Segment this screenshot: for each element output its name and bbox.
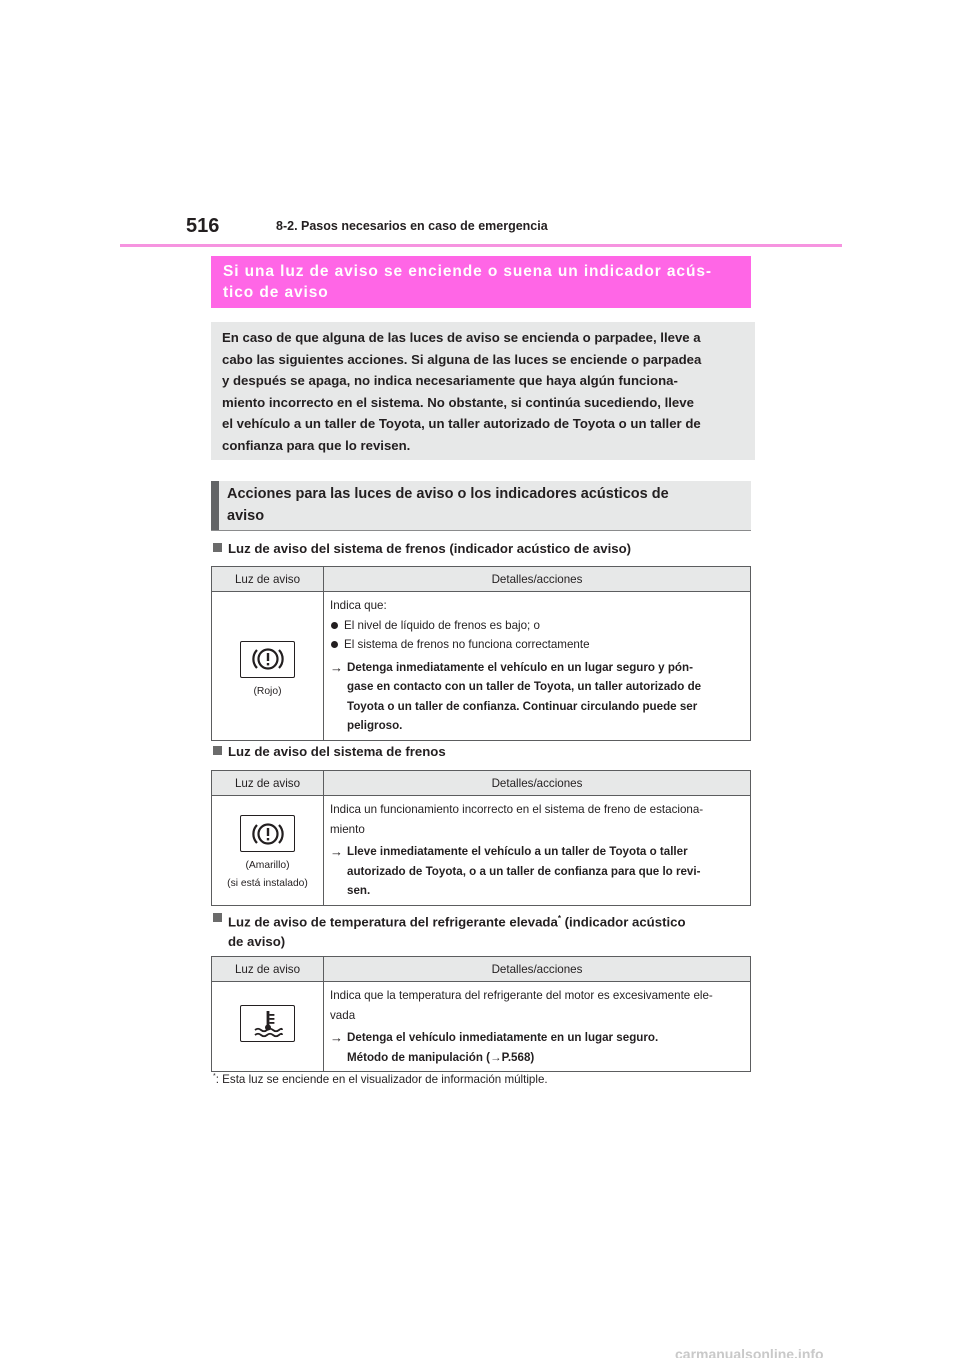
intro-line: el vehículo a un taller de Toyota, un taller autorizado de Toyota o un taller de	[222, 416, 701, 432]
bullet-item: El sistema de frenos no funciona correctamente	[330, 635, 744, 655]
warning-table	[211, 770, 751, 906]
footnote-text: : Esta luz se enciende en el visualizador de información múltiple.	[215, 1073, 548, 1086]
table-header-row	[212, 567, 751, 592]
heading-text: Luz de aviso de temperatura del refrigerante elevada	[228, 914, 558, 930]
column-header: Detalles/acciones	[324, 957, 751, 982]
watermark: carmanualsonline.info	[675, 1346, 824, 1358]
column-header: Luz de aviso	[212, 567, 324, 592]
subsection-rule	[211, 530, 751, 531]
icon-cell	[212, 796, 324, 906]
section-heading	[213, 909, 686, 952]
column-header: Luz de aviso	[212, 771, 324, 796]
detail-intro: Indica un funcionamiento incorrecto en el sistema de freno de estaciona-	[330, 803, 704, 816]
action-text	[330, 842, 744, 901]
action-line: Toyota o un taller de confianza. Continuar circulando puede ser	[347, 699, 698, 713]
heading-text: de aviso)	[228, 934, 286, 950]
warning-table	[211, 956, 751, 1072]
table-row	[212, 796, 751, 906]
coolant-temperature-icon	[240, 1005, 295, 1042]
section-heading	[213, 539, 631, 559]
detail-intro: Indica que la temperatura del refrigerante del motor es excesivamente ele-	[330, 989, 713, 1002]
table-header-row	[212, 771, 751, 796]
action-line: gase en contacto con un taller de Toyota, un taller autorizado de	[347, 680, 702, 693]
column-header: Detalles/acciones	[324, 567, 751, 592]
icon-cell	[212, 982, 324, 1072]
bullet-item: El nivel de líquido de frenos es bajo; o	[330, 616, 744, 636]
heading-text: (indicador acústico	[560, 914, 686, 930]
topic-banner	[211, 256, 751, 308]
intro-line: y después se apaga, no indica necesariamente que haya algún funciona-	[222, 373, 678, 389]
detail-intro: Indica que:	[330, 599, 387, 612]
banner-line: Si una luz de aviso se enciende o suena un indicador acús-	[223, 263, 712, 280]
page-number: 516	[186, 215, 220, 237]
arrow-icon: →	[330, 844, 343, 859]
square-bullet-icon	[213, 543, 222, 552]
icon-cell	[212, 592, 324, 741]
section-header: 8-2. Pasos necesarios en caso de emergencia	[276, 219, 548, 233]
action-text	[330, 1028, 744, 1067]
section-heading	[213, 742, 446, 762]
action-line: Método de manipulación (→P.568)	[347, 1050, 535, 1064]
action-line: Detenga inmediatamente el vehículo en un lugar seguro y pón-	[347, 660, 693, 674]
action-line: peligroso.	[347, 719, 403, 732]
column-header: Luz de aviso	[212, 957, 324, 982]
icon-caption: (Rojo)	[253, 685, 282, 697]
intro-line: miento incorrecto en el sistema. No obstante, si continúa sucediendo, lleve	[222, 394, 694, 410]
heading-text: Luz de aviso del sistema de frenos (indicador acústico de aviso)	[228, 541, 632, 556]
footnote	[213, 1073, 548, 1086]
detail-cell	[324, 796, 751, 906]
brake-warning-icon	[240, 641, 295, 678]
action-line: sen.	[347, 884, 371, 897]
detail-intro: vada	[330, 1008, 356, 1022]
subsection-title	[211, 481, 751, 531]
action-line: Lleve inmediatamente el vehículo a un taller de Toyota o taller	[347, 845, 688, 858]
arrow-icon: →	[330, 1030, 343, 1045]
intro-line: En caso de que alguna de las luces de aviso se encienda o parpadee, lleve a	[222, 330, 701, 345]
warning-table	[211, 566, 751, 741]
header-rule	[120, 244, 842, 247]
brake-warning-icon	[240, 815, 295, 852]
table-row	[212, 592, 751, 741]
footnote-mark: *	[557, 914, 561, 923]
banner-line: tico de aviso	[223, 284, 329, 301]
action-line: Detenga el vehículo inmediatamente en un lugar seguro.	[347, 1031, 659, 1044]
square-bullet-icon	[213, 913, 222, 922]
icon-caption: (si está instalado)	[227, 878, 308, 890]
table-row	[212, 982, 751, 1072]
footnote-mark: *	[213, 1073, 216, 1081]
intro-line: cabo las siguientes acciones. Si alguna de las luces se enciende o parpadea	[222, 351, 702, 367]
action-text	[330, 658, 744, 736]
square-bullet-icon	[213, 746, 222, 755]
table-header-row	[212, 957, 751, 982]
intro-box	[211, 322, 755, 460]
detail-cell	[324, 592, 751, 741]
subsection-line: aviso	[227, 507, 265, 524]
subsection-line: Acciones para las luces de aviso o los indicadores acústicos de	[227, 486, 669, 502]
intro-line: confianza para que lo revisen.	[222, 437, 411, 453]
icon-caption: (Amarillo)	[245, 860, 290, 872]
detail-cell	[324, 982, 751, 1072]
detail-intro: miento	[330, 822, 365, 836]
heading-text: Luz de aviso del sistema de frenos	[228, 744, 446, 759]
arrow-icon: →	[330, 659, 343, 675]
subsection-bar	[211, 481, 219, 531]
action-line: autorizado de Toyota, o a un taller de confianza para que lo revi-	[347, 864, 701, 878]
column-header: Detalles/acciones	[324, 771, 751, 796]
